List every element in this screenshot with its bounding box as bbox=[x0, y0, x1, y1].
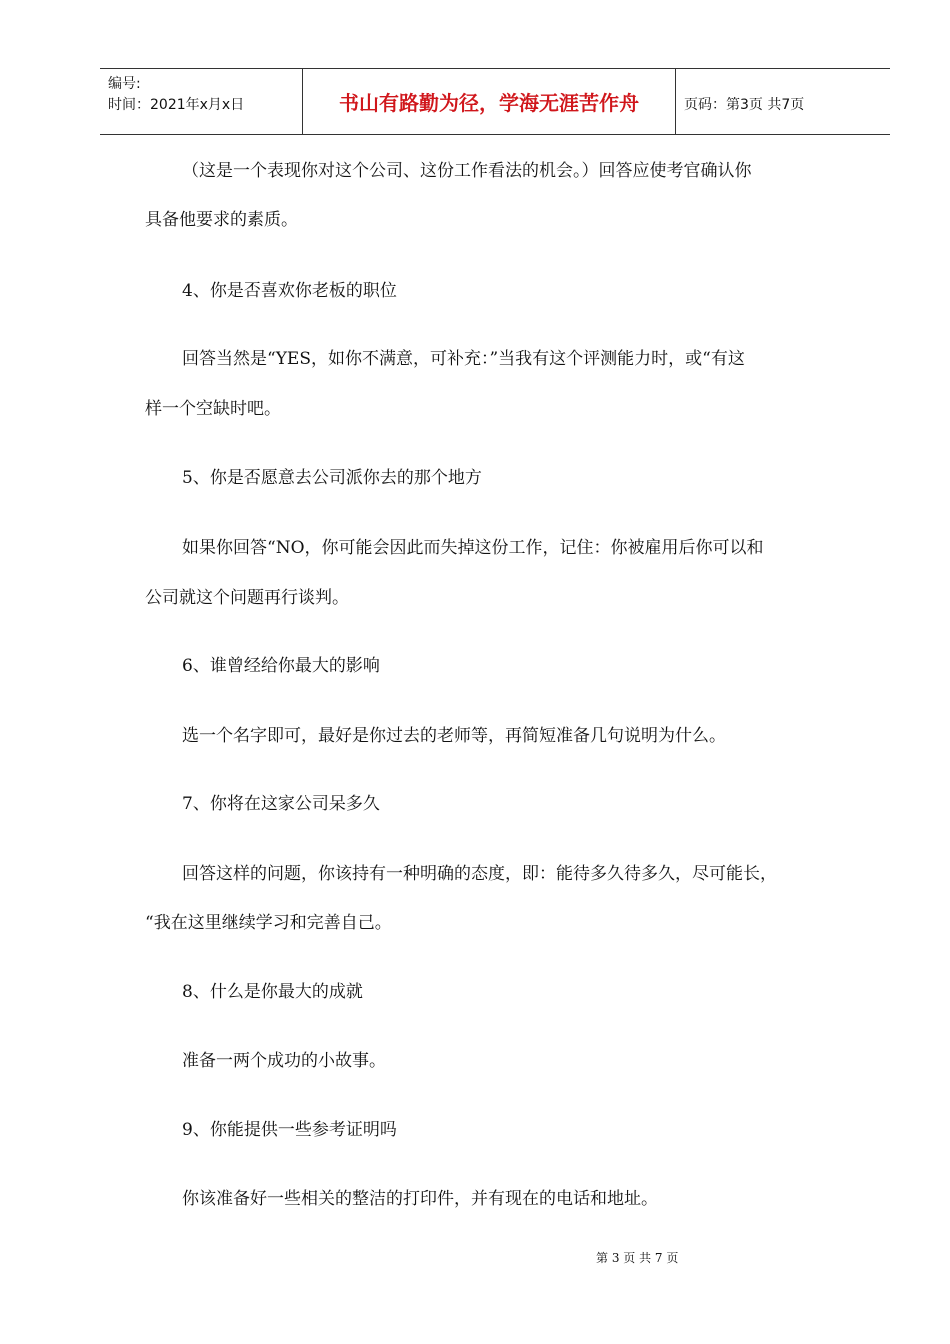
paragraph-line: “我在这里继续学习和完善自己。 bbox=[145, 913, 392, 933]
paragraph-line: 你该准备好一些相关的整洁的打印件，并有现在的电话和地址。 bbox=[182, 1189, 658, 1209]
question-heading: 5、你是否愿意去公司派你去的那个地方 bbox=[182, 468, 482, 488]
paragraph-line: 回答这样的问题，你该持有一种明确的态度，即：能待多久待多久，尽可能长， bbox=[182, 864, 777, 884]
paragraph-line: 准备一两个成功的小故事。 bbox=[182, 1051, 386, 1071]
page-header bbox=[100, 68, 890, 135]
paragraph-line: 具备他要求的素质。 bbox=[145, 210, 298, 230]
document-time-label: 时间：2021年x月x日 bbox=[108, 97, 245, 113]
paragraph-line: 回答当然是“YES，如你不满意，可补充：”当我有这个评测能力时，或“有这 bbox=[182, 349, 745, 369]
header-meta bbox=[100, 69, 302, 134]
document-number-label: 编号: bbox=[108, 76, 141, 92]
paragraph-line: 公司就这个问题再行谈判。 bbox=[145, 588, 349, 608]
paragraph-line: （这是一个表现你对这个公司、这份工作看法的机会。）回答应使考官确认你 bbox=[182, 161, 752, 181]
question-heading: 4、你是否喜欢你老板的职位 bbox=[182, 281, 397, 301]
paragraph-line: 样一个空缺时吧。 bbox=[145, 399, 281, 419]
question-heading: 7、你将在这家公司呆多久 bbox=[182, 794, 380, 814]
question-heading: 6、谁曾经给你最大的影响 bbox=[182, 656, 380, 676]
page-footer: 第 3 页 共 7 页 bbox=[596, 1251, 679, 1265]
header-motto: 书山有路勤为径，学海无涯苦作舟 bbox=[302, 69, 676, 134]
paragraph-line: 选一个名字即可，最好是你过去的老师等，再简短准备几句说明为什么。 bbox=[182, 726, 726, 746]
question-heading: 8、什么是你最大的成就 bbox=[182, 982, 363, 1002]
question-heading: 9、你能提供一些参考证明吗 bbox=[182, 1120, 397, 1140]
paragraph-line: 如果你回答“NO，你可能会因此而失掉这份工作，记住：你被雇用后你可以和 bbox=[182, 538, 764, 558]
header-page-info bbox=[676, 69, 890, 134]
header-page-label: 页码：第3页 共7页 bbox=[684, 97, 805, 113]
